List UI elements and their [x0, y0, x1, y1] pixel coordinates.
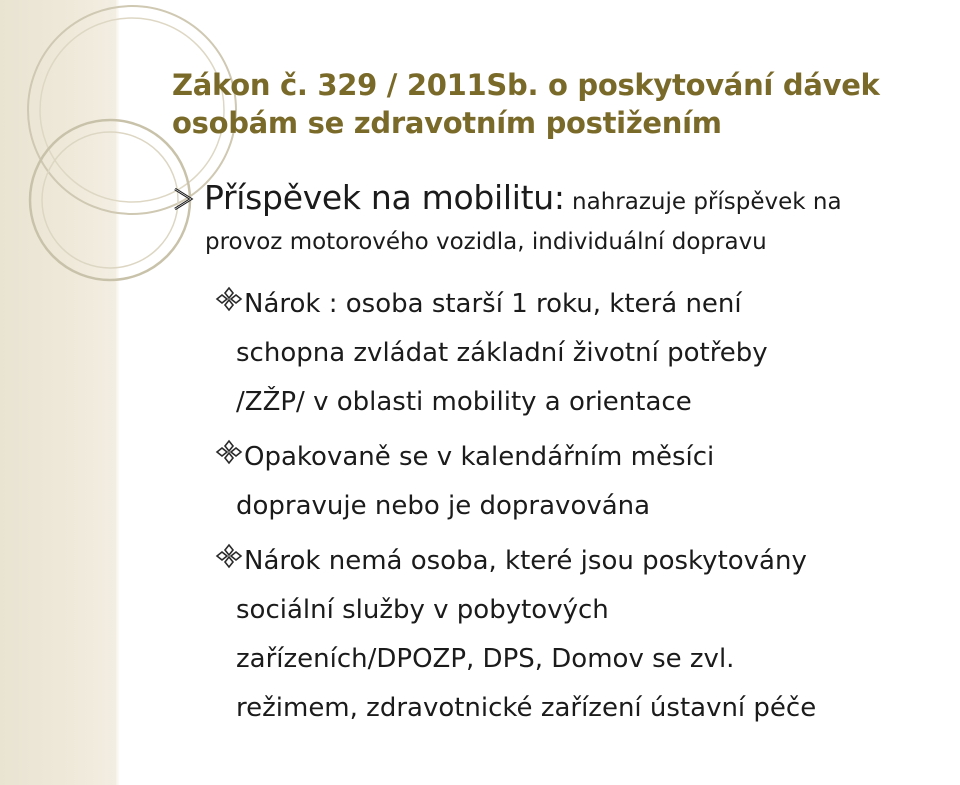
sub-bullet-text: Opakovaně se v kalendářním měsíci	[244, 442, 715, 472]
sub-bullet-text: /ZŽP/ v oblasti mobility a orientace	[236, 387, 692, 417]
main-bullet-line	[172, 178, 952, 222]
slide-title-line: osobám se zdravotním postižením	[172, 106, 722, 140]
main-bullet-line-2: provoz motorového vozidla, individuální dopravu	[205, 229, 767, 255]
list-item	[214, 537, 954, 733]
sub-bullet-text: Nárok : osoba starší 1 roku, která není	[244, 289, 742, 319]
sub-bullet-text: zařízeních/DPOZP, DPS, Domov se zvl.	[236, 644, 735, 674]
arrow-bullet-icon	[172, 186, 196, 212]
sub-bullet-text: režimem, zdravotnické zařízení ústavní péče	[236, 693, 817, 723]
sub-bullet-text: sociální služby v pobytových	[236, 595, 609, 625]
main-bullet-lead: Příspěvek na mobilitu:	[204, 178, 565, 217]
sub-bullet-first-line	[214, 280, 954, 329]
slide-title	[172, 66, 942, 142]
diamond-cluster-icon	[214, 286, 244, 316]
main-bullet-rest: nahrazuje příspěvek na	[564, 189, 842, 215]
list-item	[214, 280, 954, 427]
slide-title-line: Zákon č. 329 / 2011Sb. o poskytování dávek	[172, 68, 880, 102]
main-bullet	[172, 178, 952, 262]
sub-bullet-first-line	[214, 433, 954, 482]
sub-bullet-text: schopna zvládat základní životní potřeby	[236, 338, 768, 368]
diamond-cluster-icon	[214, 543, 244, 573]
diamond-cluster-icon	[214, 439, 244, 469]
sub-bullet-first-line	[214, 537, 954, 586]
sub-bullet-text: Nárok nemá osoba, které jsou poskytovány	[244, 546, 807, 576]
list-item	[214, 433, 954, 531]
sub-bullet-text: dopravuje nebo je dopravována	[236, 491, 651, 521]
sub-bullet-list	[214, 280, 954, 739]
